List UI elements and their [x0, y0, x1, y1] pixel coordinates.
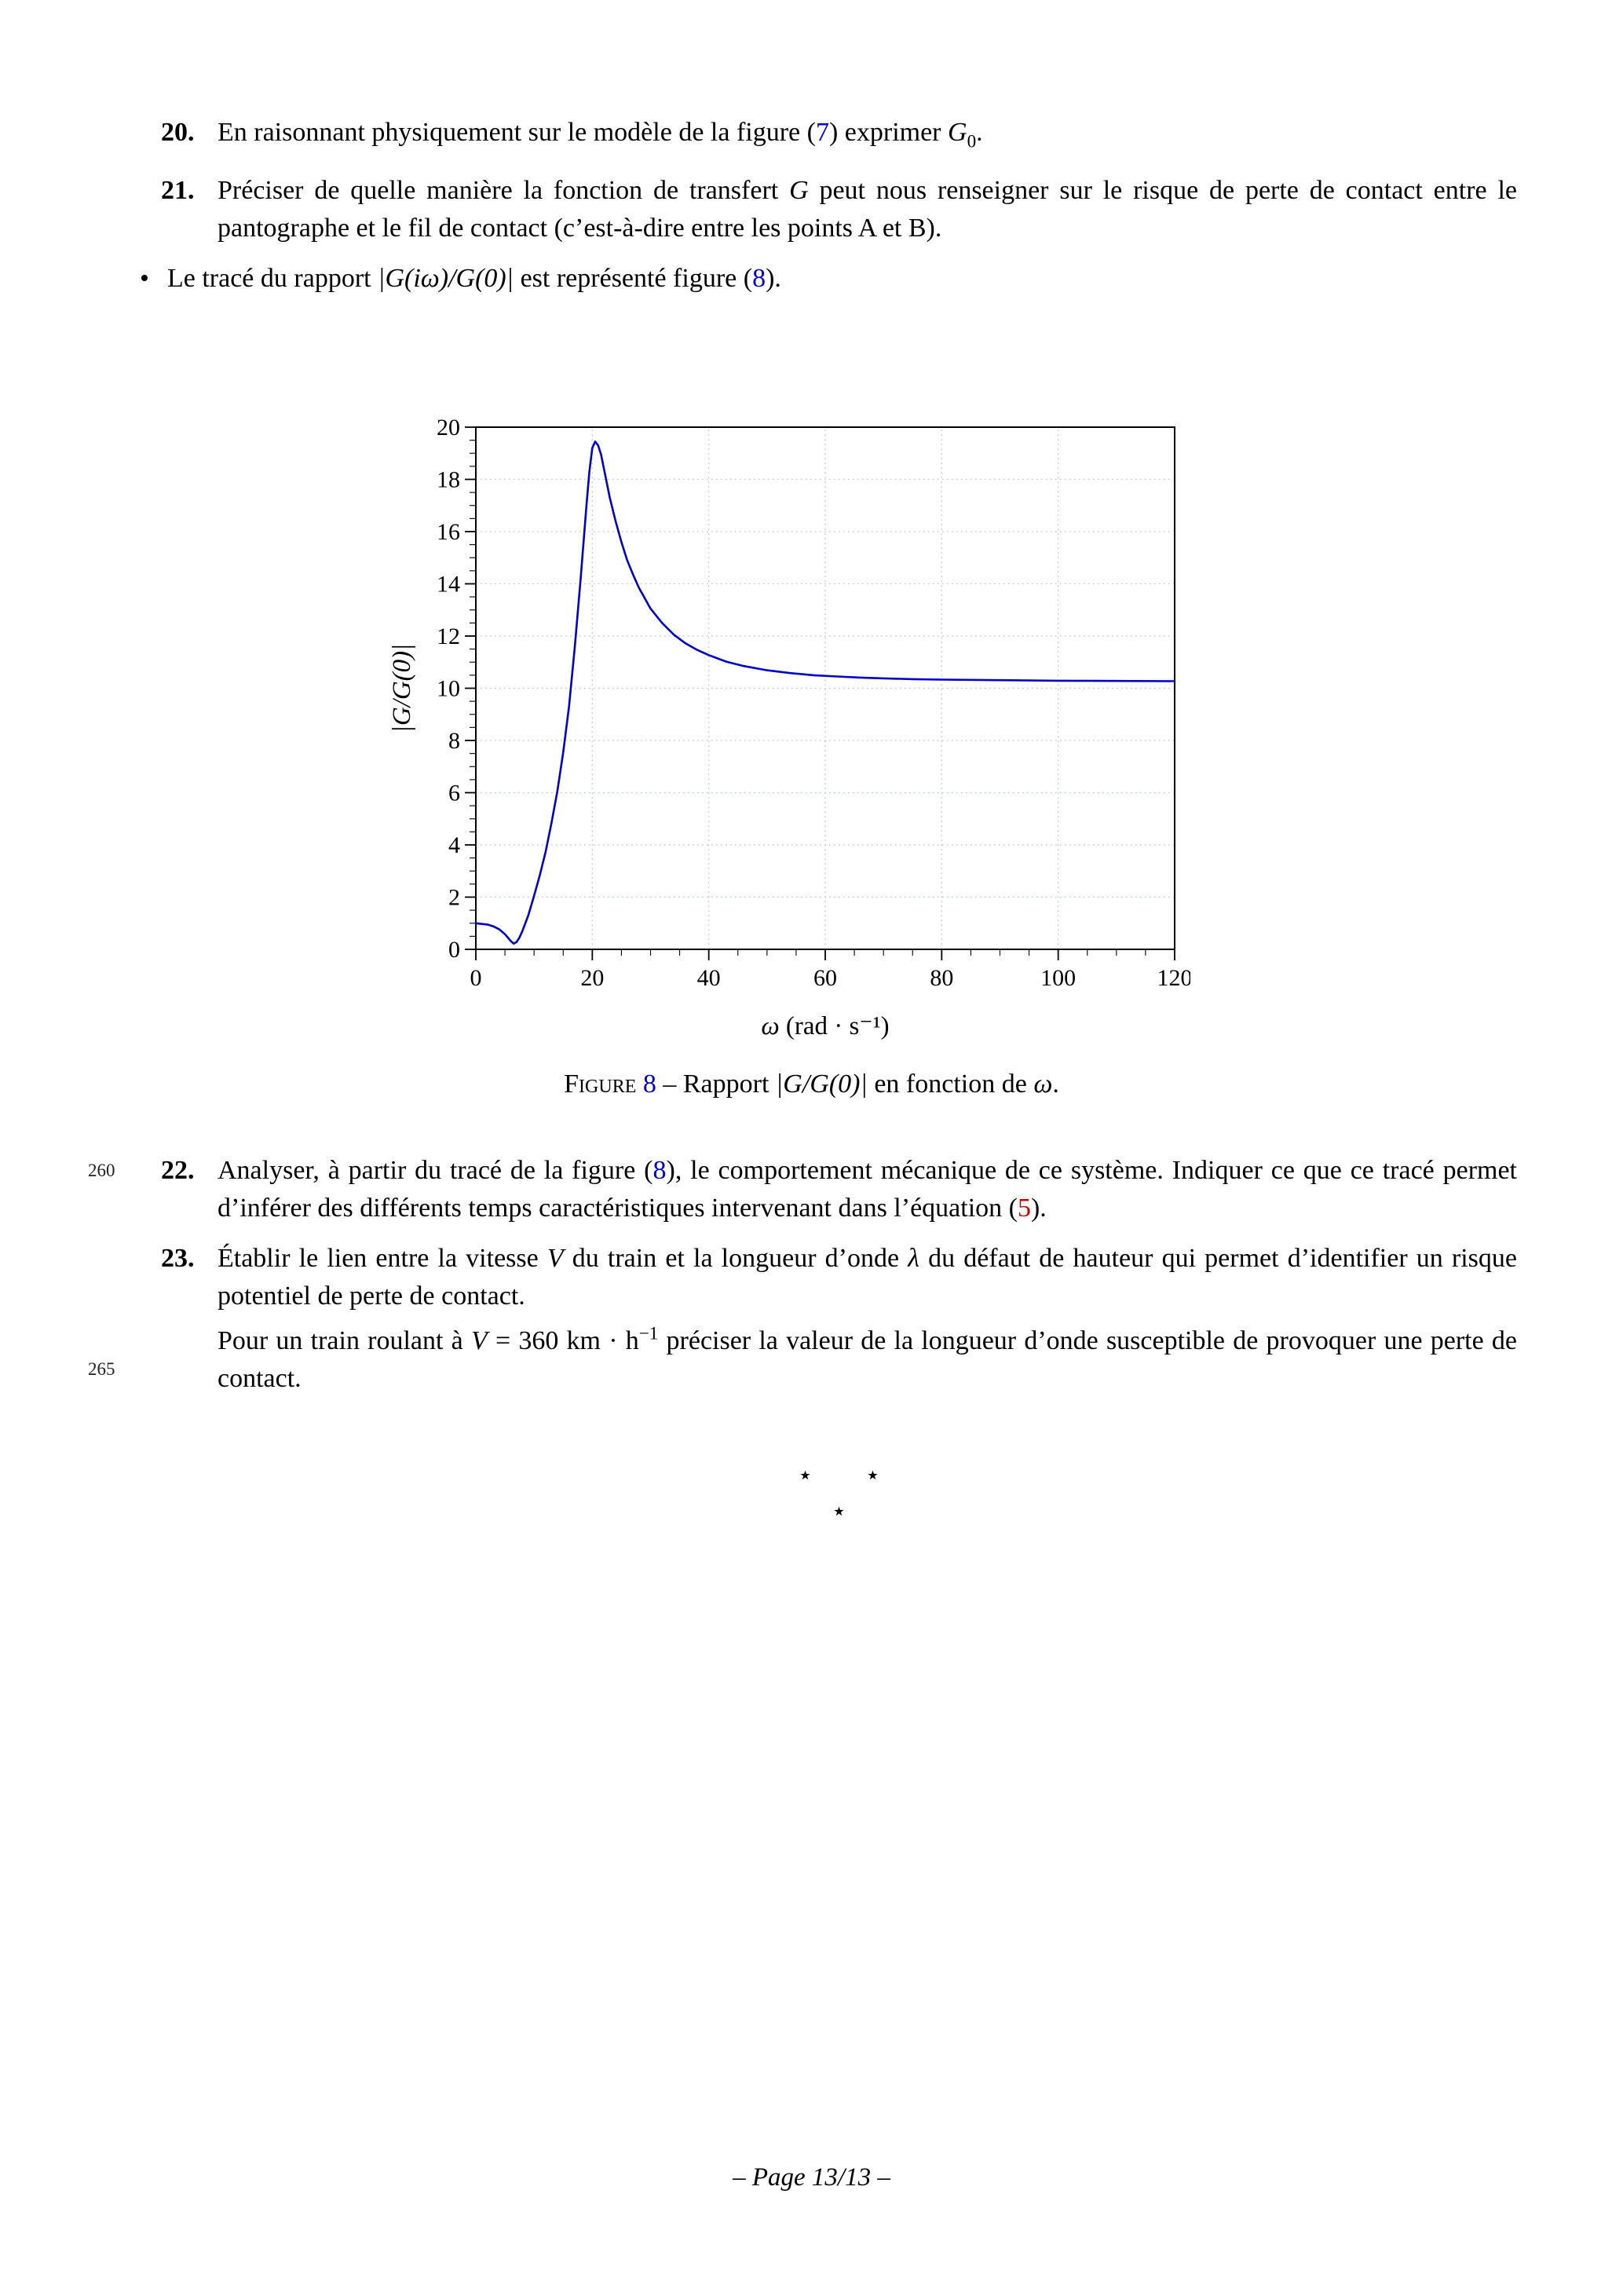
- svg-text:8: 8: [448, 727, 460, 754]
- question-21: [161, 172, 1517, 247]
- svg-text:60: 60: [813, 964, 837, 991]
- svg-text:6: 6: [448, 780, 460, 806]
- svg-text:4: 4: [448, 832, 460, 858]
- margin-line-number-260: 260: [88, 1160, 115, 1180]
- figure-chart-area: [382, 419, 1190, 1055]
- bullet-marker-icon: •: [140, 263, 149, 293]
- star-icon: ⋆: [865, 1460, 881, 1489]
- question-20: [161, 114, 1517, 161]
- question-22: [88, 1152, 1517, 1227]
- question-20-number: 20.: [161, 118, 195, 147]
- question-20-text: En raisonnant physiquement sur le modèle de la figure (7) exprimer $G_0$.: [217, 118, 983, 152]
- svg-text:|G/G(0)|: |G/G(0)|: [388, 643, 416, 733]
- svg-text:100: 100: [1040, 964, 1077, 991]
- star-icon: ⋆: [831, 1496, 847, 1525]
- svg-text:12: 12: [437, 623, 460, 649]
- question-23-paragraph-1: Établir le lien entre la vitesse V du train et la longueur d’onde λ du défaut de hauteur qui permet d’identifier un risque potentiel de perte de contact.: [217, 1243, 1517, 1311]
- svg-text:14: 14: [437, 571, 460, 598]
- svg-text:10: 10: [437, 675, 460, 702]
- svg-text:20: 20: [580, 964, 605, 991]
- question-23: [88, 1240, 1518, 1398]
- cross-reference-link[interactable]: 5: [1017, 1193, 1031, 1223]
- asterism-top-row: [161, 1461, 1517, 1489]
- bullet-text: Le tracé du rapport |G(iω)/G(0)| est représenté figure (8).: [167, 263, 781, 293]
- svg-text:120: 120: [1157, 964, 1190, 991]
- cross-reference-link[interactable]: 8: [752, 263, 766, 293]
- question-23-paragraph-2: [88, 1315, 1518, 1398]
- svg-text:ω (rad · s⁻¹): ω (rad · s⁻¹): [761, 1011, 890, 1040]
- margin-line-number-265: 265: [88, 1358, 115, 1379]
- asterism-bottom-row: [161, 1497, 1517, 1525]
- question-22-text: Analyser, à partir du tracé de la figure (8), le comportement mécanique de ce système. Indiquer ce que ce tracé permet d’inférer des différents temps caractéristiques intervenant dans l’équation (5).: [217, 1155, 1517, 1223]
- svg-text:16: 16: [437, 518, 460, 545]
- svg-text:2: 2: [448, 884, 460, 911]
- asterism: [161, 1461, 1517, 1525]
- cross-reference-link[interactable]: 8: [652, 1155, 667, 1185]
- cross-reference-link[interactable]: 7: [815, 118, 829, 147]
- question-23-paragraph-2-text: Pour un train roulant à V = 360 km · $h^{-1}$ préciser la valeur de la longueur d’onde susceptible de provoquer une perte de contact.: [217, 1323, 1518, 1393]
- svg-text:0: 0: [448, 936, 460, 963]
- question-23-number: 23.: [161, 1243, 195, 1273]
- question-21-text: Préciser de quelle manière la fonction de transfert G peut nous renseigner sur le risque de perte de contact entre le pantographe et le fil de contact (c’est-à-dire entre les points A et B).: [217, 175, 1517, 243]
- svg-text:40: 40: [696, 964, 721, 991]
- page-footer: – Page 13/13 –: [733, 2163, 890, 2192]
- question-22-number: 22.: [161, 1155, 195, 1185]
- svg-text:20: 20: [437, 419, 460, 441]
- bullet-point: [140, 260, 1517, 298]
- svg-text:0: 0: [470, 964, 482, 991]
- figure-chart: [382, 419, 1190, 1047]
- svg-text:18: 18: [437, 466, 460, 493]
- figure-8: [161, 419, 1517, 1103]
- cross-reference-link[interactable]: 8: [642, 1069, 656, 1099]
- question-21-number: 21.: [161, 175, 195, 205]
- star-icon: ⋆: [797, 1460, 813, 1489]
- svg-text:80: 80: [930, 964, 954, 991]
- figure-caption: Figure 8 – Rapport |G/G(0)| en fonction de ω.: [564, 1069, 1059, 1099]
